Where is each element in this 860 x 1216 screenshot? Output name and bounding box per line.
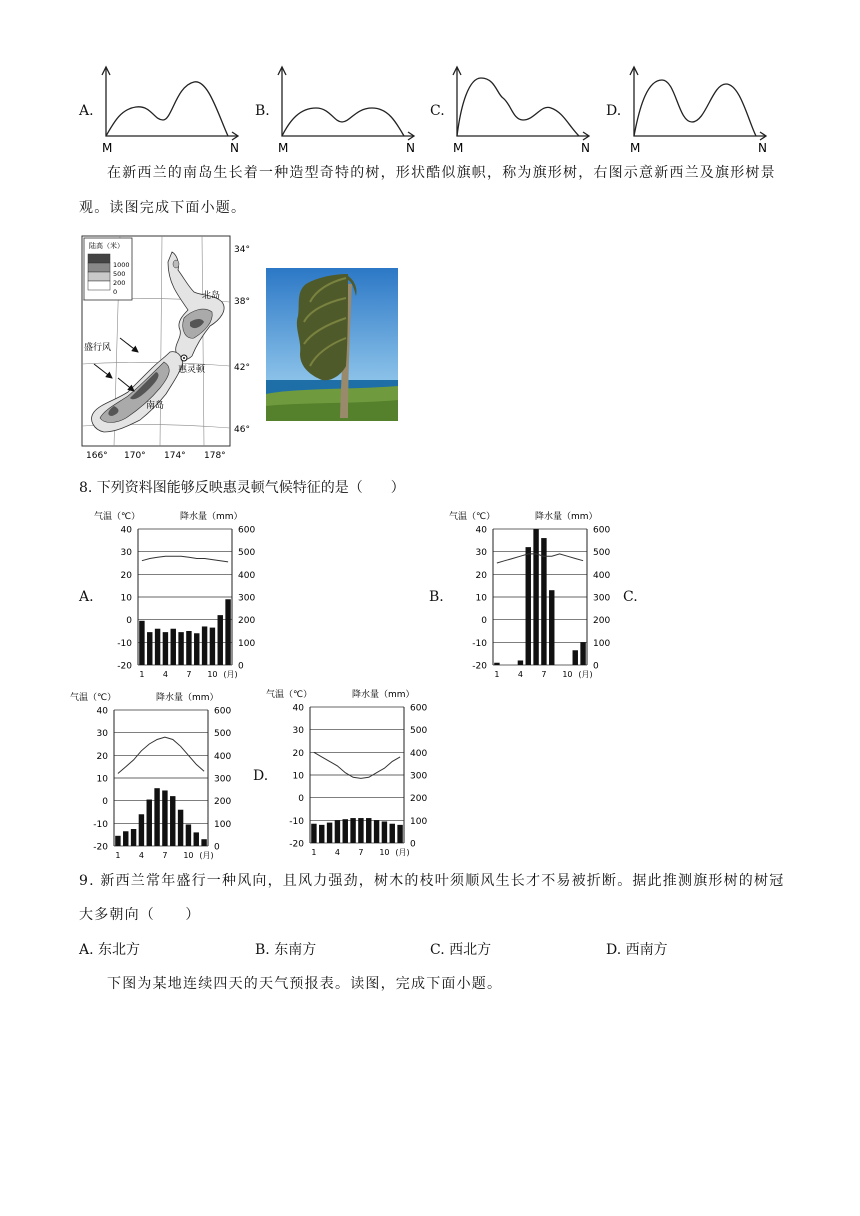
precip-bar — [162, 790, 167, 846]
month-tick-label: 4 — [517, 670, 523, 679]
wind-label: 盛行风 — [84, 343, 112, 353]
precip-bar — [210, 628, 215, 665]
temp-tick-label: -10 — [289, 816, 304, 827]
map-legend-200: 200 — [113, 279, 126, 287]
precip-tick-label: 400 — [593, 570, 611, 581]
precip-bar — [171, 629, 176, 665]
map-legend — [84, 238, 132, 300]
precip-tick-label: 0 — [214, 842, 220, 853]
temp-tick-label: 40 — [96, 706, 108, 717]
profile-graph-c — [447, 64, 597, 156]
precip-bar — [319, 825, 324, 843]
precip-tick-label: 500 — [410, 726, 428, 737]
temp-line — [497, 554, 583, 563]
lat-label-38: 38° — [234, 297, 250, 307]
precip-tick-label: 300 — [214, 774, 232, 785]
month-tick-label: 10 — [207, 670, 218, 679]
climate-chart-d — [264, 685, 444, 861]
precip-bar — [147, 632, 152, 665]
map-legend-500: 500 — [113, 270, 126, 278]
precip-tick-label: 0 — [410, 839, 416, 850]
temp-tick-label: 40 — [475, 525, 487, 536]
precip-tick-label: 500 — [593, 548, 611, 559]
precip-bar — [202, 626, 207, 665]
precip-bar — [350, 818, 355, 843]
precip-bar — [186, 824, 191, 846]
precip-tick-label: 500 — [214, 729, 232, 740]
lat-label-42: 42° — [234, 363, 250, 373]
month-tick-label: 4 — [334, 848, 340, 857]
precip-bar — [186, 631, 191, 665]
intro-line-1: 在新西兰的南岛生长着一种造型奇特的树，形状酷似旗帜，称为旗形树，右图示意新西兰及旗形树景 — [107, 165, 776, 181]
lon-label-178: 178° — [204, 451, 226, 461]
precip-bar — [327, 823, 332, 843]
precip-tick-label: 200 — [410, 794, 428, 805]
precip-axis-title: 降水量（mm） — [156, 693, 219, 703]
climate-chart-a — [92, 507, 272, 683]
intro-line-2: 观。读图完成下面小题。 — [79, 200, 247, 216]
precip-bar — [494, 663, 499, 665]
precip-axis-title: 降水量（mm） — [352, 690, 415, 700]
month-unit-label: (月) — [578, 670, 593, 679]
month-tick-label: 1 — [311, 848, 317, 857]
lon-label-166: 166° — [86, 451, 108, 461]
temp-tick-label: 20 — [292, 748, 304, 759]
temp-tick-label: 0 — [126, 616, 132, 627]
temp-tick-label: -20 — [472, 661, 487, 672]
temp-tick-label: 10 — [475, 593, 487, 604]
map-legend-1000: 1000 — [113, 261, 130, 269]
temp-tick-label: -20 — [93, 842, 108, 853]
temp-tick-label: 20 — [96, 751, 108, 762]
profile-graph-b — [272, 64, 422, 156]
temp-tick-label: 30 — [475, 548, 487, 559]
precip-bar — [358, 818, 363, 843]
precip-bar — [147, 800, 152, 846]
month-tick-label: 1 — [139, 670, 145, 679]
precip-tick-label: 0 — [238, 661, 244, 672]
month-unit-label: (月) — [395, 848, 410, 857]
profile-option-b-letter: B. — [255, 103, 270, 119]
profile-graph-a — [96, 64, 246, 156]
precip-tick-label: 500 — [238, 548, 256, 559]
month-tick-label: 10 — [183, 851, 194, 860]
precip-axis-title: 降水量（mm） — [180, 512, 243, 522]
precip-tick-label: 100 — [214, 819, 232, 830]
precip-bar — [397, 825, 402, 843]
precip-bar — [374, 820, 379, 843]
profile-a-m-label: M — [102, 141, 113, 155]
lon-label-170: 170° — [124, 451, 146, 461]
q9-option-b[interactable]: B. 东南方 — [255, 942, 317, 958]
precip-tick-label: 200 — [593, 616, 611, 627]
temp-tick-label: 0 — [102, 797, 108, 808]
q8-stem: 8. 下列资料图能够反映惠灵顿气候特征的是（ ） — [79, 480, 405, 496]
precip-tick-label: 200 — [214, 797, 232, 808]
precip-bar — [115, 836, 120, 846]
precip-tick-label: 400 — [214, 751, 232, 762]
lat-label-34: 34° — [234, 245, 250, 255]
month-tick-label: 7 — [186, 670, 192, 679]
temp-tick-label: -10 — [93, 819, 108, 830]
q9-stem-line-1: 9. 新西兰常年盛行一种风向，且风力强劲，树木的枝叶须顺风生长才不易被折断。据此推测旗形树的树冠 — [79, 873, 785, 889]
precip-tick-label: 300 — [410, 771, 428, 782]
precip-tick-label: 300 — [238, 593, 256, 604]
q8-option-b[interactable]: B. — [429, 589, 444, 605]
month-tick-label: 10 — [562, 670, 573, 679]
precip-tick-label: 600 — [238, 525, 256, 536]
north-island-label: 北岛 — [202, 291, 221, 301]
temp-tick-label: 10 — [96, 774, 108, 785]
precip-tick-label: 0 — [593, 661, 599, 672]
precip-tick-label: 100 — [593, 638, 611, 649]
temp-tick-label: -20 — [289, 839, 304, 850]
month-tick-label: 7 — [358, 848, 364, 857]
precip-bar — [218, 615, 223, 665]
precip-bar — [139, 814, 144, 846]
month-tick-label: 7 — [541, 670, 547, 679]
temp-tick-label: 0 — [298, 794, 304, 805]
temp-axis-title: 气温（℃） — [94, 512, 141, 522]
profile-c-n-label: N — [581, 141, 590, 155]
q9-option-c[interactable]: C. 西北方 — [430, 942, 492, 958]
month-unit-label: (月) — [223, 670, 238, 679]
precip-tick-label: 400 — [238, 570, 256, 581]
precip-tick-label: 400 — [410, 748, 428, 759]
q8-option-a[interactable]: A. — [79, 589, 94, 605]
temp-tick-label: 0 — [481, 616, 487, 627]
profile-option-d-letter: D. — [606, 103, 622, 119]
wellington-label: 惠灵顿 — [178, 365, 206, 375]
precip-tick-label: 600 — [410, 703, 428, 714]
precip-bar — [533, 529, 538, 665]
lon-label-174: 174° — [164, 451, 186, 461]
precip-tick-label: 300 — [593, 593, 611, 604]
month-tick-label: 1 — [115, 851, 121, 860]
temp-tick-label: 40 — [292, 703, 304, 714]
q8-option-d[interactable]: D. — [253, 768, 269, 784]
precip-tick-label: 600 — [214, 706, 232, 717]
temp-axis-title: 气温（℃） — [449, 512, 496, 522]
precip-bar — [541, 538, 546, 665]
q9-option-a[interactable]: A. 东北方 — [79, 942, 141, 958]
precip-bar — [580, 642, 585, 665]
month-tick-label: 4 — [138, 851, 144, 860]
precip-bar — [139, 621, 144, 665]
q8-option-c[interactable]: C. — [623, 589, 638, 605]
temp-tick-label: 30 — [96, 729, 108, 740]
precip-bar — [526, 547, 531, 665]
precip-bar — [573, 650, 578, 665]
flag-tree-photo — [266, 268, 398, 421]
temp-line — [314, 752, 400, 778]
precip-bar — [549, 590, 554, 665]
precip-bar — [335, 820, 340, 843]
q9-option-d[interactable]: D. 西南方 — [606, 942, 668, 958]
temp-tick-label: 20 — [120, 570, 132, 581]
temp-axis-title: 气温（℃） — [70, 693, 117, 703]
profile-b-m-label: M — [278, 141, 289, 155]
temp-tick-label: 30 — [120, 548, 132, 559]
precip-tick-label: 200 — [238, 616, 256, 627]
precip-bar — [170, 796, 175, 846]
profile-graph-d — [624, 64, 774, 156]
temp-tick-label: 10 — [292, 771, 304, 782]
precip-tick-label: 100 — [410, 816, 428, 827]
precip-bar — [154, 788, 159, 846]
temp-tick-label: -20 — [117, 661, 132, 672]
south-island-label: 南岛 — [146, 401, 165, 411]
precip-bar — [178, 632, 183, 665]
map-legend-0: 0 — [113, 288, 118, 296]
precip-tick-label: 100 — [238, 638, 256, 649]
temp-tick-label: 30 — [292, 726, 304, 737]
precip-bar — [201, 839, 206, 846]
precip-axis-title: 降水量（mm） — [535, 512, 598, 522]
precip-bar — [131, 829, 136, 846]
temp-tick-label: 40 — [120, 525, 132, 536]
precip-bar — [518, 660, 523, 665]
month-tick-label: 1 — [494, 670, 500, 679]
temp-tick-label: -10 — [117, 638, 132, 649]
precip-bar — [123, 831, 128, 846]
temp-tick-label: 10 — [120, 593, 132, 604]
precip-bar — [194, 832, 199, 846]
precip-bar — [163, 632, 168, 665]
precip-bar — [194, 633, 199, 665]
precip-bar — [225, 599, 230, 665]
month-tick-label: 7 — [162, 851, 168, 860]
month-unit-label: (月) — [199, 851, 214, 860]
precip-bar — [390, 824, 395, 843]
profile-option-a-letter: A. — [79, 103, 94, 119]
precip-bar — [343, 819, 348, 843]
climate-chart-b — [447, 507, 627, 683]
profile-option-c-letter: C. — [430, 103, 445, 119]
closing-prompt: 下图为某地连续四天的天气预报表。读图，完成下面小题。 — [107, 976, 503, 992]
map-legend-title: 陆高（米） — [89, 242, 124, 250]
precip-tick-label: 600 — [593, 525, 611, 536]
precip-bar — [366, 818, 371, 843]
temp-tick-label: -10 — [472, 638, 487, 649]
profile-a-n-label: N — [230, 141, 239, 155]
profile-d-n-label: N — [758, 141, 767, 155]
precip-bar — [311, 824, 316, 843]
profile-d-m-label: M — [630, 141, 641, 155]
lat-label-46: 46° — [234, 425, 250, 435]
month-tick-label: 10 — [379, 848, 390, 857]
temp-line — [142, 556, 228, 562]
temp-tick-label: 20 — [475, 570, 487, 581]
climate-chart-c — [68, 688, 248, 864]
profile-b-n-label: N — [406, 141, 415, 155]
precip-bar — [178, 810, 183, 846]
new-zealand-map — [80, 234, 260, 462]
precip-bar — [382, 821, 387, 843]
precip-bar — [155, 629, 160, 665]
profile-c-m-label: M — [453, 141, 464, 155]
month-tick-label: 4 — [162, 670, 168, 679]
q9-stem-line-2: 大多朝向（ ） — [79, 907, 201, 923]
temp-axis-title: 气温（℃） — [266, 690, 313, 700]
